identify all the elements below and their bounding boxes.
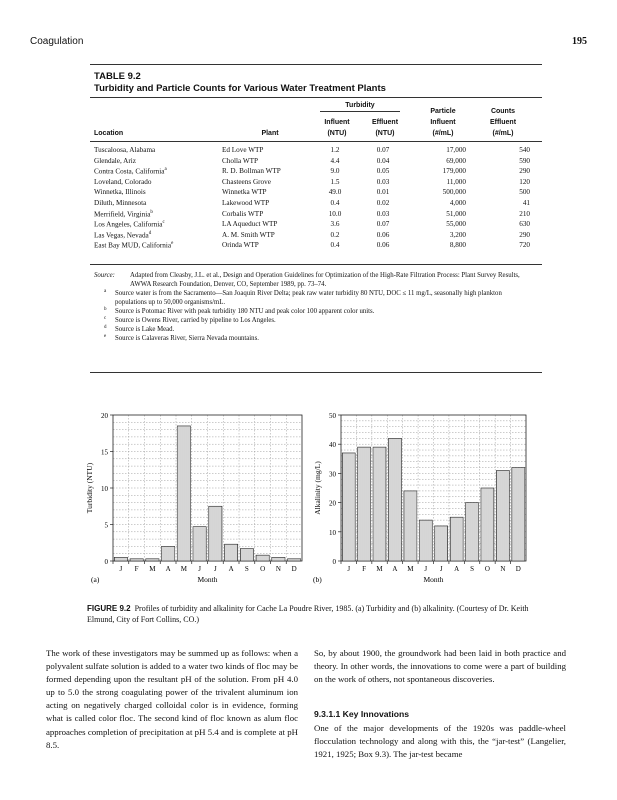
cell-particle-effluent: 290 [519, 230, 530, 239]
cell-plant: Orinda WTP [222, 241, 259, 250]
x-tick-label: F [134, 565, 139, 573]
cell-turbidity-effluent: 0.06 [376, 241, 390, 250]
bar-M [177, 426, 190, 561]
bar-D [512, 468, 525, 561]
cell-turbidity-effluent: 0.07 [376, 220, 390, 229]
bar-M [146, 559, 159, 561]
x-axis-label: Month [197, 575, 218, 584]
cell-particle-effluent: 120 [519, 177, 530, 186]
x-tick-label: O [484, 565, 490, 573]
cell-turbidity-effluent: 0.06 [376, 230, 390, 239]
source-text: Adapted from Cleasby, J.L. et al., Design and Operation Guidelines for Optimization of the High-Rate Filtration Process: Plant Survey Results, AWWA Research Foundation, Denver, CO, September 1989, pp. 73–74. [130, 272, 520, 288]
header-unit-ntu-effluent: (NTU) [375, 130, 395, 137]
cell-particle-effluent: 540 [519, 146, 530, 154]
cell-plant: Winnetka WTP [222, 188, 267, 197]
cell-location: Loveland, Colorado [94, 177, 152, 186]
table-row [94, 178, 534, 189]
table-row [94, 167, 534, 178]
x-tick-label: N [275, 565, 281, 573]
table-title-rule [90, 97, 542, 98]
cell-plant: A. M. Smith WTP [222, 230, 275, 239]
x-tick-label: M [149, 565, 156, 573]
cell-particle-influent: 69,000 [446, 156, 466, 165]
cell-particle-influent: 55,000 [446, 220, 466, 229]
cell-turbidity-influent: 3.6 [330, 220, 340, 229]
body-left-column: The work of these investigators may be summed up as follows: when a polyvalent sulfate solution is added to a water two kinds of floc may be formed depending upon the resultant pH of the solution. From pH 4.0 up to 5.0 the strong coagulating power of the trivalent aluminum ion acting on negatively charged colloidal color is in evidence, forming what is called color floc. The second kind of floc known as alum floc approaches completion of precipitation at pH 5.4 and is complete at pH 8.5. [46, 648, 298, 750]
cell-turbidity-effluent: 0.02 [376, 198, 390, 207]
cell-turbidity-influent: 49.0 [328, 188, 342, 197]
x-tick-label: A [454, 565, 460, 573]
x-tick-label: J [119, 565, 123, 573]
footnote-text: Source is Calaveras River, Sierra Nevada mountains. [115, 335, 259, 342]
footnote-marker: d [148, 230, 152, 236]
x-axis-label: Month [423, 575, 444, 584]
header-counts: Counts [490, 108, 516, 115]
footnote-text: Source water is from the Sacramento—San Joaquin River Delta; peak raw water turbidity 80 NTU, DOC ≤ 11 mg/L, seasonally high plankton populations up to 50,000 organisms/mL. [115, 290, 502, 306]
page-number: 195 [572, 36, 587, 47]
bar-J [193, 527, 206, 561]
cell-turbidity-influent: 9.0 [330, 167, 340, 176]
bar-J [435, 526, 448, 561]
footnote-marker: c [162, 220, 165, 226]
header-unit-ml-influent: (#/mL) [432, 130, 454, 137]
cell-particle-effluent: 720 [519, 241, 530, 250]
cell-location: Tuscaloosa, Alabama [94, 146, 156, 154]
footnote-mark: a [104, 289, 107, 294]
header-plant: Plant [261, 130, 279, 137]
figure-caption-text: Profiles of turbidity and alkalinity for Cache La Poudre River, 1985. (a) Turbidity and (b) alkalinity. (Courtesy of Dr. Keith Elmund, City of Fort Collins, CO.) [87, 604, 529, 624]
table-row [94, 157, 534, 168]
cell-particle-influent: 8,800 [449, 241, 466, 250]
cell-particle-effluent: 210 [519, 209, 530, 218]
x-tick-label: S [470, 565, 474, 573]
table-bottom-rule [90, 264, 542, 265]
cell-turbidity-influent: 1.5 [330, 177, 340, 186]
cell-particle-influent: 500,000 [442, 188, 466, 197]
cell-plant: Chasteens Grove [222, 177, 271, 186]
footnote-mark: c [104, 316, 107, 321]
table-row [94, 146, 534, 157]
cell-particle-effluent: 290 [519, 167, 530, 176]
cell-plant: R. D. Bollman WTP [222, 167, 281, 176]
table-title: Turbidity and Particle Counts for Various Water Treatment Plants [94, 83, 386, 94]
cell-particle-influent: 3,200 [449, 230, 466, 239]
header-turbidity-effluent: Effluent [371, 119, 399, 126]
bar-D [288, 559, 301, 561]
bar-J [114, 557, 127, 561]
cell-plant: Lakewood WTP [222, 198, 270, 207]
footnote-text: Source is Lake Mead. [115, 326, 175, 333]
y-axis-label: Turbidity (NTU) [85, 462, 94, 514]
cell-particle-influent: 51,000 [446, 209, 466, 218]
bar-O [256, 555, 269, 561]
bar-A [162, 546, 175, 561]
header-unit-ntu-influent: (NTU) [327, 130, 347, 137]
cell-location: Winnetka, Illinois [94, 188, 146, 197]
body-right-paragraph-2: One of the major developments of the 1920s was paddle-wheel flocculation technology and along with this, the “jar-test” (Langelier, 1921, 1925; Box 9.3). The jar-test became [314, 723, 566, 760]
footnote-marker: b [150, 209, 153, 215]
cell-location: Las Vegas, Nevada$^d$ [94, 230, 152, 240]
bar-N [496, 470, 509, 561]
bar-J [209, 506, 222, 561]
footnote-mark: e [104, 334, 107, 339]
cell-plant: Corbalis WTP [222, 209, 264, 218]
panel-label: (a) [91, 575, 100, 584]
cell-location: East Bay MUD, California$^e$ [94, 241, 174, 250]
cell-location: Los Angeles, California$^c$ [94, 220, 165, 229]
table-row [94, 199, 534, 210]
figure-label: FIGURE 9.2 [87, 604, 131, 613]
bar-J [342, 453, 355, 561]
cell-plant: Ed Love WTP [222, 146, 264, 154]
footnote-marker: e [171, 241, 174, 247]
cell-turbidity-effluent: 0.03 [376, 177, 390, 186]
y-tick-label: 30 [329, 470, 336, 479]
table-row [94, 241, 534, 252]
header-location: Location [94, 130, 124, 137]
x-tick-label: M [180, 565, 187, 573]
footnote-text: Source is Potomac River with peak turbidity 180 NTU and peak color 100 apparent color units. [115, 308, 375, 315]
bar-O [481, 488, 494, 561]
header-rule [90, 141, 542, 142]
bar-M [404, 491, 417, 561]
header-particle: Particle [430, 108, 456, 115]
x-tick-label: F [362, 565, 367, 573]
cell-turbidity-influent: 0.4 [330, 241, 340, 250]
table-top-rule [90, 64, 542, 65]
cell-turbidity-influent: 1.2 [330, 146, 340, 154]
bar-F [358, 447, 371, 561]
bar-S [240, 549, 253, 561]
table-row [94, 188, 534, 199]
x-tick-label: M [376, 565, 383, 573]
footnote-marker: a [164, 167, 167, 173]
table-row [94, 231, 534, 242]
y-tick-label: 50 [329, 412, 336, 420]
cell-location: Diluth, Minnesota [94, 198, 147, 207]
header-turbidity: Turbidity [345, 102, 375, 109]
cell-turbidity-effluent: 0.03 [376, 209, 390, 218]
cell-location: Contra Costa, California$^a$ [94, 167, 167, 176]
bar-A [450, 517, 463, 561]
cell-turbidity-influent: 4.4 [330, 156, 340, 165]
figure-caption [87, 603, 547, 625]
table-end-rule [90, 372, 542, 373]
table-label: TABLE 9.2 [94, 71, 141, 82]
table-row [94, 210, 534, 221]
cell-turbidity-effluent: 0.01 [376, 188, 390, 197]
x-tick-label: J [198, 565, 201, 573]
source-label: Source: [94, 272, 115, 279]
x-tick-label: A [228, 565, 234, 573]
header-particle-effluent: Effluent [489, 119, 517, 126]
x-tick-label: A [392, 565, 398, 573]
turbidity-chart [85, 412, 302, 584]
x-tick-label: A [165, 565, 171, 573]
y-tick-label: 15 [101, 448, 108, 457]
header-particle-influent: Influent [430, 119, 456, 126]
x-tick-label: J [214, 565, 217, 573]
cell-turbidity-influent: 0.4 [330, 198, 340, 207]
bar-S [466, 503, 479, 561]
cell-particle-effluent: 500 [519, 188, 530, 197]
header-turbidity-influent: Influent [324, 119, 350, 126]
figure-9-2-charts [0, 400, 617, 590]
y-tick-label: 20 [101, 412, 108, 420]
cell-particle-influent: 4,000 [449, 198, 466, 207]
cell-turbidity-effluent: 0.05 [376, 167, 390, 176]
x-tick-label: O [260, 565, 266, 573]
cell-particle-influent: 179,000 [442, 167, 466, 176]
x-tick-label: J [439, 565, 443, 573]
bar-F [130, 559, 143, 561]
cell-location: Glendale, Ariz [94, 156, 136, 165]
x-tick-label: J [424, 565, 428, 573]
cell-particle-effluent: 630 [519, 220, 530, 229]
cell-particle-effluent: 41 [522, 198, 530, 207]
x-tick-label: M [407, 565, 414, 573]
cell-location: Merrifield, Virginia$^b$ [94, 209, 153, 218]
y-tick-label: 10 [101, 485, 108, 493]
y-axis-label: Alkalinity (mg/L) [313, 461, 322, 515]
bar-J [419, 520, 432, 561]
bar-A [388, 438, 401, 561]
cell-turbidity-effluent: 0.07 [376, 146, 390, 154]
alkalinity-chart [313, 412, 526, 584]
footnote-text: Source is Owens River, carried by pipeline to Los Angeles. [115, 317, 276, 324]
x-tick-label: D [515, 565, 521, 573]
cell-turbidity-effluent: 0.04 [376, 156, 390, 165]
section-heading: 9.3.1.1 Key Innovations [314, 709, 410, 719]
cell-particle-influent: 17,000 [446, 146, 466, 154]
footnote-mark: d [104, 325, 107, 330]
bar-N [272, 557, 285, 561]
header-unit-ml-effluent: (#/mL) [492, 130, 514, 137]
y-tick-label: 20 [329, 499, 336, 508]
bar-A [225, 544, 238, 561]
x-tick-label: S [244, 565, 249, 573]
x-tick-label: J [347, 565, 351, 573]
x-tick-label: N [500, 565, 506, 573]
running-header-chapter: Coagulation [30, 36, 84, 47]
cell-plant: LA Aqueduct WTP [222, 220, 278, 229]
cell-particle-influent: 11,000 [446, 177, 466, 186]
body-right-paragraph: So, by about 1900, the groundwork had been laid in both practice and theory. In other words, the innovations to come were a part of building on the work of others, not spontaneous discoveries. [314, 648, 566, 685]
bar-M [373, 447, 386, 561]
cell-plant: Cholla WTP [222, 156, 259, 165]
header-turbidity-rule [320, 111, 400, 112]
panel-label: (b) [313, 575, 322, 584]
cell-turbidity-influent: 0.2 [330, 230, 340, 239]
y-tick-label: 40 [329, 441, 336, 450]
y-tick-label: 5 [104, 521, 108, 530]
cell-turbidity-influent: 10.0 [328, 209, 342, 218]
x-tick-label: D [291, 565, 297, 573]
table-body [94, 146, 534, 252]
cell-particle-effluent: 590 [519, 156, 530, 165]
table-row [94, 220, 534, 231]
footnote-mark: b [104, 307, 107, 312]
y-tick-label: 10 [329, 528, 336, 537]
y-tick-label: 0 [332, 558, 336, 566]
y-tick-label: 0 [104, 558, 108, 566]
